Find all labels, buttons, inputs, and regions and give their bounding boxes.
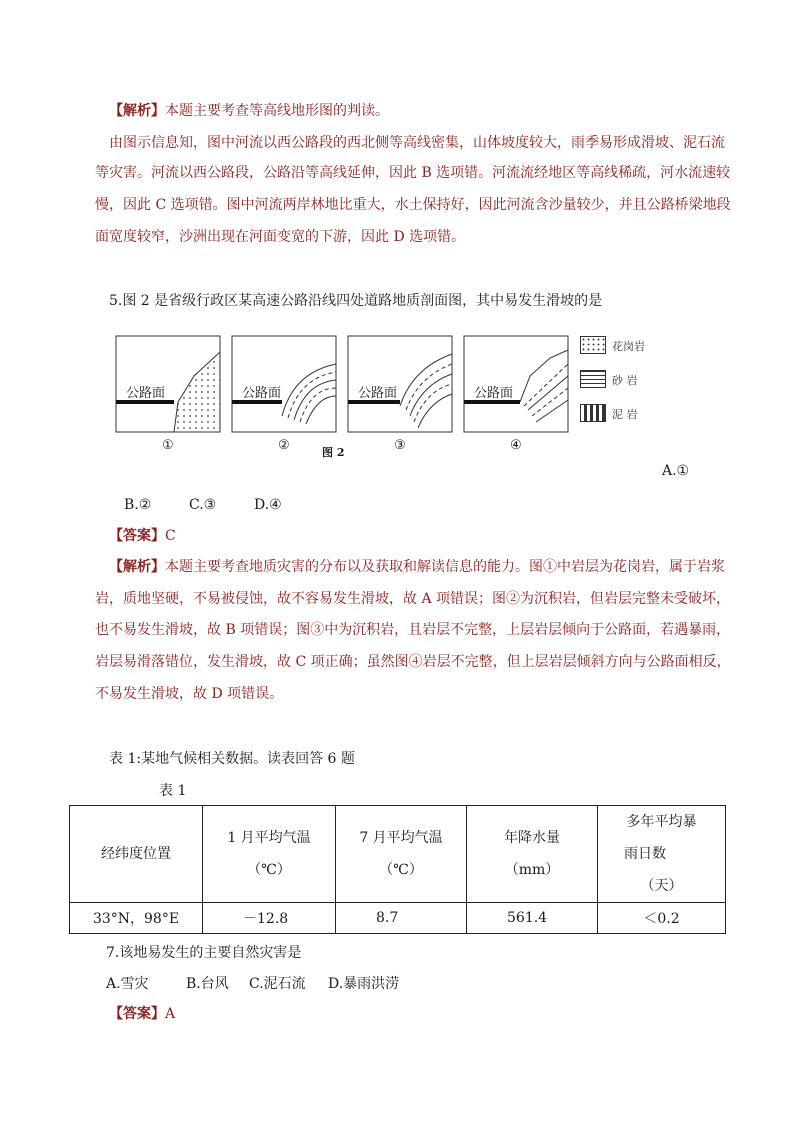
question-7-stem: 7.该地易发生的主要自然灾害是 [106,945,302,961]
road-label-1: 公路面 [126,386,166,401]
legend-label-mudstone: 泥 岩 [612,408,638,421]
table-caption: 表 1 [159,783,187,799]
q7-option-b: B.台风 [186,976,229,992]
header-text: 经纬度位置 [101,846,171,862]
analysis-5-line: 岩，质地坚硬，不易被侵蚀，故不容易发生滑坡，故 A 项错误；图②为沉积岩，但岩层完整未受破坏， [95,591,731,607]
figure-caption: 图 2 [322,446,345,459]
header-unit: （天） [640,878,683,894]
answer-value: A [165,1006,176,1022]
option-a: A.① [662,463,690,479]
analysis-4-line: 等灾害。河流以西公路段，公路沿等高线延伸，因此 B 选项错。河流流经地区等高线稀疏，河水流速较 [95,165,731,181]
header-text: 7 月平均气温 [359,830,443,846]
analysis-5-line: 不易发生滑坡，故 D 项错误。 [95,686,284,702]
legend-swatch-sandstone [580,370,606,388]
header-unit: （℃） [247,862,291,878]
analysis-line: 本题主要考查地质灾害的分布以及获取和解读信息的能力。图①中岩层为花岗岩，属于岩浆 [165,559,725,575]
road-label-4: 公路面 [474,386,514,401]
analysis-5-line: 岩层易滑落错位，发生滑坡，故 C 项正确；虽然图④岩层不完整，但上层岩层倾斜方向与公路面相反， [95,654,731,670]
header-cell [203,806,336,903]
analysis-4-line: 面宽度较窄，沙洲出现在河面变宽的下游，因此 D 选项错。 [95,229,466,245]
table-cell: 561.4 [467,903,598,934]
answer-tag: 【答案】 [109,1006,165,1022]
table-header-row [70,806,726,903]
option-c: C.③ [189,497,217,513]
q7-option-c: C.泥石流 [249,976,306,992]
table-cell: ＜0.2 [598,903,726,934]
panel-number-2: ② [278,438,290,453]
option-d: D.④ [254,497,282,513]
table-row [70,903,726,934]
header-text: 多年平均暴 [626,814,697,830]
header-cell [70,806,203,903]
road-label-2: 公路面 [242,386,282,401]
header-text: 1 月平均气温 [227,830,311,846]
answer-tag: 【答案】 [109,528,165,544]
header-cell [336,806,467,903]
option-b: B.② [124,497,152,513]
analysis-4-line: 由图示信息知，图中河流以西公路段的西北侧等高线密集，山体坡度较大，雨季易形成滑坡、泥石流 [109,135,725,151]
answer-5 [109,527,176,545]
analysis-4-first-line [109,102,389,120]
header-text: 雨日数 [624,846,666,862]
legend-label-sandstone: 砂 岩 [612,374,638,387]
analysis-tag: 【解析】 [109,103,165,119]
analysis-5-line: 也不易发生滑坡，故 B 项错误；图③中为沉积岩，且岩层不完整，上层岩层倾向于公路面，若遇暴雨， [95,622,731,638]
table-cell: 8.7 [336,903,467,934]
table-intro: 表 1:某地气候相关数据。读表回答 6 题 [109,751,355,767]
panel-number-1: ① [162,438,174,453]
question-5-stem: 5.图 2 是省级行政区某高速公路沿线四处道路地质剖面图，其中易发生滑坡的是 [109,293,603,309]
figure-2 [110,330,670,460]
legend-swatch-mudstone [580,404,606,422]
legend-label-granite: 花岗岩 [612,340,645,353]
table-cell: 33°N，98°E [70,903,203,934]
analysis-5-first-line [109,558,725,576]
header-cell [467,806,598,903]
road-label-3: 公路面 [358,386,398,401]
analysis-4-line: 慢，因此 C 选项错。图中河流两岸林地比重大，水土保持好，因此河流含沙量较少，并且公路桥梁地段 [95,197,731,213]
q7-option-d: D.暴雨洪涝 [328,976,400,992]
answer-value: C [165,528,176,544]
header-unit: （mm） [504,862,560,878]
climate-table [69,805,726,934]
legend-swatch-granite [580,336,606,354]
analysis-lead: 本题主要考查等高线地形图的判读。 [165,103,389,119]
panel-number-3: ③ [394,438,406,453]
panel-number-4: ④ [510,438,522,453]
header-cell [598,806,726,903]
header-unit: （℃） [379,862,423,878]
q7-option-a: A.雪灾 [106,976,149,992]
answer-7 [109,1005,175,1023]
table-cell: －12.8 [203,903,336,934]
analysis-tag: 【解析】 [109,559,165,575]
header-text: 年降水量 [504,830,560,846]
